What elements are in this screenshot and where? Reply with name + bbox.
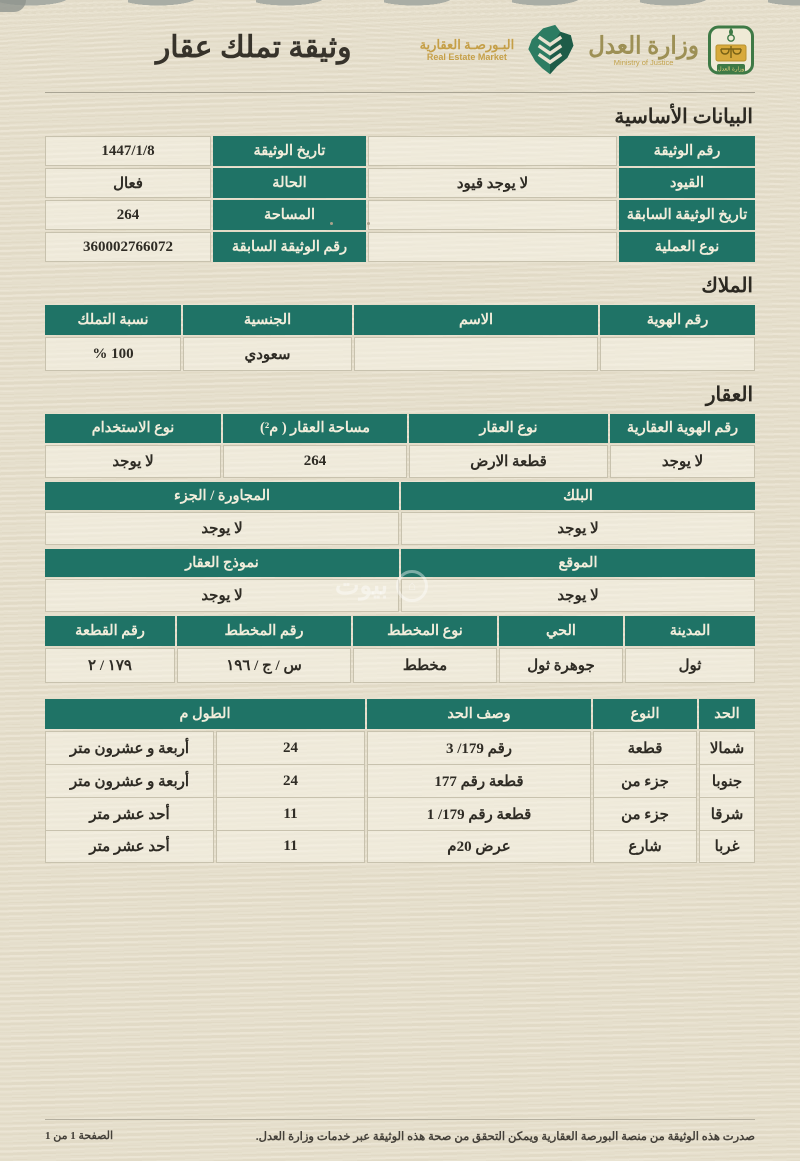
basic-data-table xyxy=(45,136,755,262)
scan-torn-edge xyxy=(0,0,800,9)
value-previous-document-date xyxy=(368,200,617,230)
property-plan-header xyxy=(45,616,755,646)
value-status: فعال xyxy=(45,168,211,198)
header-plan-number: رقم المخطط xyxy=(177,616,351,646)
property-identity-header xyxy=(45,414,755,443)
rem-wordmark xyxy=(420,37,515,63)
header-divider xyxy=(45,92,755,93)
spacer xyxy=(45,683,755,699)
property-location-header xyxy=(45,549,755,577)
header-city: المدينة xyxy=(625,616,755,646)
property-block-header xyxy=(45,482,755,510)
header-property-area: مساحة العقار ( م²) xyxy=(223,414,407,443)
value-desc-west: عرض 20م xyxy=(367,830,591,863)
property-block-row xyxy=(45,512,755,545)
value-side-south: جنوبا xyxy=(699,764,755,797)
header-ownership-percentage: نسبة التملك xyxy=(45,305,181,335)
header-plot-number: رقم القطعة xyxy=(45,616,175,646)
header-property-type: نوع العقار xyxy=(409,414,608,443)
value-desc-east: قطعة رقم 179/ 1 xyxy=(367,797,591,830)
svg-text:وزارة العدل: وزارة العدل xyxy=(717,66,745,73)
label-document-number: رقم الوثيقة xyxy=(619,136,755,166)
boundaries-table-header xyxy=(45,699,755,729)
header-owner-name: الاسم xyxy=(354,305,598,335)
value-type-east: جزء من xyxy=(593,797,697,830)
boundary-row-east xyxy=(45,797,755,830)
value-length-num-north: 24 xyxy=(216,731,365,764)
header-location: الموقع xyxy=(401,549,755,577)
header-boundary-length: الطول م xyxy=(45,699,365,729)
moj-arabic-name: وزارة العدل xyxy=(588,32,699,59)
boundary-row-north xyxy=(45,731,755,764)
value-type-south: جزء من xyxy=(593,764,697,797)
page-title: وثيقة تملك عقار xyxy=(155,31,352,64)
value-length-num-east: 11 xyxy=(216,797,365,830)
header-block: البلك xyxy=(401,482,755,510)
section-title-owners: الملاك xyxy=(701,275,753,297)
value-property-model: لا يوجد xyxy=(45,579,399,612)
real-estate-market-logo xyxy=(420,22,577,78)
value-owner-name xyxy=(354,337,598,371)
header-boundary-side: الحد xyxy=(699,699,755,729)
value-owner-nationality: سعودي xyxy=(183,337,352,371)
property-plan-row xyxy=(45,648,755,683)
moj-wordmark xyxy=(588,34,699,67)
header-district: الحي xyxy=(499,616,623,646)
label-area: المساحة xyxy=(213,200,366,230)
footer-note: صدرت هذه الوثيقة من منصة البورصة العقارية ويمكن التحقق من صحة هذه الوثيقة عبر خدمات وزارة العدل. xyxy=(255,1131,755,1143)
header-boundary-type: النوع xyxy=(593,699,697,729)
value-length-num-south: 24 xyxy=(216,764,365,797)
value-property-area: 264 xyxy=(223,445,407,478)
page-indicator: الصفحة 1 من 1 xyxy=(45,1130,114,1142)
boundary-row-south xyxy=(45,764,755,797)
value-neighbor-part: لا يوجد xyxy=(45,512,399,545)
label-operation-type: نوع العملية xyxy=(619,232,755,262)
value-owner-id xyxy=(600,337,755,371)
header-property-id: رقم الهوية العقارية xyxy=(610,414,755,443)
value-property-id: لا يوجد xyxy=(610,445,755,478)
ministry-of-justice-logo xyxy=(588,23,755,77)
label-restrictions: القيود xyxy=(619,168,755,198)
footer-divider xyxy=(45,1119,755,1120)
scan-dot-artifacts xyxy=(330,222,370,225)
value-operation-type xyxy=(368,232,617,262)
value-ownership-percentage: 100 % xyxy=(45,337,181,371)
value-side-west: غربا xyxy=(699,830,755,863)
value-plan-number: س / ج / ١٩٦ xyxy=(177,648,351,683)
document-header xyxy=(45,0,755,86)
value-property-type: قطعة الارض xyxy=(409,445,608,478)
label-previous-document-date: تاريخ الوثيقة السابقة xyxy=(619,200,755,230)
value-city: ثول xyxy=(625,648,755,683)
value-document-date: 1447/1/8 xyxy=(45,136,211,166)
header-plan-type: نوع المخطط xyxy=(353,616,497,646)
value-length-num-west: 11 xyxy=(216,830,365,863)
rem-arabic-name: البـورصـة العقارية xyxy=(419,36,515,52)
value-restrictions: لا يوجد قيود xyxy=(368,168,617,198)
value-document-number xyxy=(368,136,617,166)
scan-corner-artifact xyxy=(0,0,26,12)
value-location: لا يوجد xyxy=(401,579,755,612)
value-length-text-west: أحد عشر متر xyxy=(45,830,214,863)
boundary-row-west xyxy=(45,830,755,863)
section-title-basic: البيانات الأساسية xyxy=(614,106,753,128)
value-block: لا يوجد xyxy=(401,512,755,545)
header-owner-id: رقم الهوية xyxy=(600,305,755,335)
value-type-north: قطعة xyxy=(593,731,697,764)
header-boundary-description: وصف الحد xyxy=(367,699,591,729)
value-length-text-north: أربعة و عشرون متر xyxy=(45,731,214,764)
moj-english-name: Ministry of Justice xyxy=(613,57,674,67)
label-previous-document-number: رقم الوثيقة السابقة xyxy=(213,232,366,262)
owners-table-header xyxy=(45,305,755,335)
value-area: 264 xyxy=(45,200,211,230)
value-side-north: شمالا xyxy=(699,731,755,764)
property-location-row xyxy=(45,579,755,612)
document-footer xyxy=(45,1119,755,1143)
value-desc-south: قطعة رقم 177 xyxy=(367,764,591,797)
value-plan-type: مخطط xyxy=(353,648,497,683)
header-neighbor-part: المجاورة / الجزء xyxy=(45,482,399,510)
bayut-watermark-text: بيوت xyxy=(335,571,388,600)
value-type-west: شارع xyxy=(593,830,697,863)
header-usage-type: نوع الاستخدام xyxy=(45,414,221,443)
rem-english-name: Real Estate Market xyxy=(426,52,507,63)
value-desc-north: رقم 179/ 3 xyxy=(367,731,591,764)
property-identity-row xyxy=(45,445,755,478)
bayut-circle-icon: ⌂ xyxy=(396,570,428,602)
label-status: الحالة xyxy=(213,168,366,198)
section-title-property: العقار xyxy=(705,384,753,406)
saudi-map-icon xyxy=(524,22,576,78)
header-owner-nationality: الجنسية xyxy=(183,305,352,335)
moj-emblem-icon xyxy=(707,23,755,77)
value-side-east: شرقا xyxy=(699,797,755,830)
value-length-text-south: أربعة و عشرون متر xyxy=(45,764,214,797)
logo-group xyxy=(420,22,755,78)
value-previous-document-number: 360002766072 xyxy=(45,232,211,262)
value-plot-number: ١٧٩ / ٢ xyxy=(45,648,175,683)
value-district: جوهرة ثول xyxy=(499,648,623,683)
header-property-model: نموذج العقار xyxy=(45,549,399,577)
value-usage-type: لا يوجد xyxy=(45,445,221,478)
label-document-date: تاريخ الوثيقة xyxy=(213,136,366,166)
value-length-text-east: أحد عشر متر xyxy=(45,797,214,830)
owners-table-row xyxy=(45,337,755,371)
